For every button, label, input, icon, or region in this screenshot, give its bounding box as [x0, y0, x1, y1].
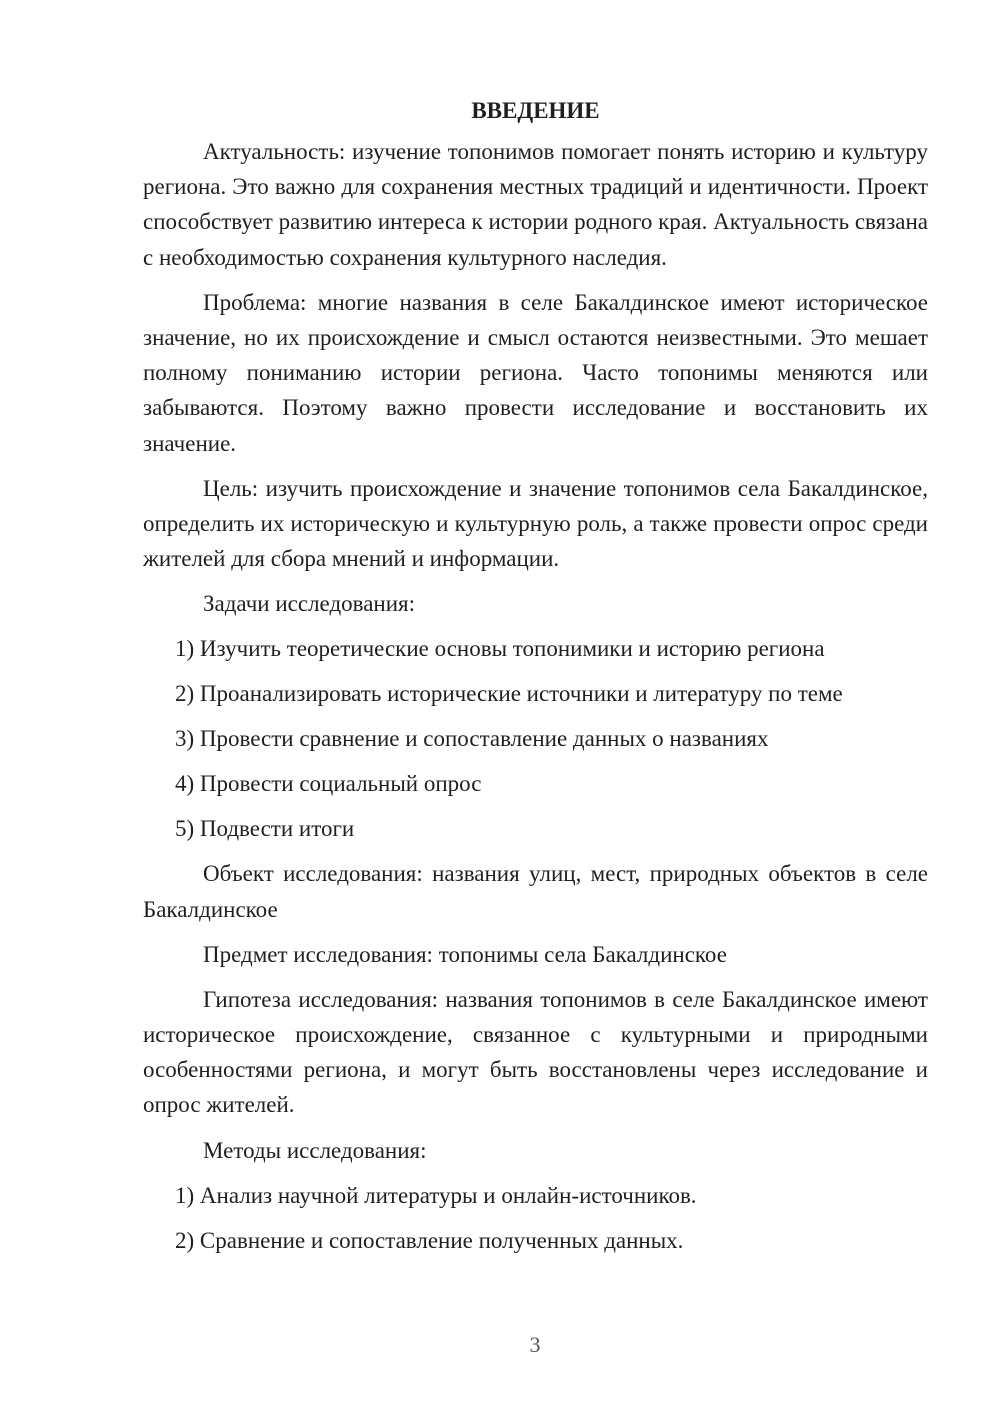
task-item: 4) Провести социальный опрос	[175, 771, 482, 797]
page-number: 3	[529, 1332, 541, 1357]
section-title: ВВЕДЕНИЕ	[471, 98, 600, 123]
object-paragraph: Объект исследования: названия улиц, мест, природных объектов в селе Бакалдинское	[143, 861, 928, 922]
methods-heading: Методы исследования:	[203, 1137, 427, 1163]
task-item: 1) Изучить теоретические основы топонимики и историю региона	[175, 636, 825, 662]
method-item: 1) Анализ научной литературы и онлайн-источников.	[175, 1182, 697, 1208]
task-item: 2) Проанализировать исторические источники и литературу по теме	[175, 681, 843, 707]
task-item: 5) Подвести итоги	[175, 816, 355, 842]
tasks-heading: Задачи исследования:	[203, 591, 416, 617]
task-item: 3) Провести сравнение и сопоставление данных о названиях	[175, 726, 769, 752]
document-page	[143, 96, 928, 1268]
problem-paragraph: Проблема: многие названия в селе Бакалдинское имеют историческое значение, но их происхождение и смысл остаются неизвестными. Это мешает полному пониманию истории региона. Часто топонимы меняются или забываются. Поэтому важно провести исследование и восстановить их значение.	[143, 289, 928, 456]
subject-paragraph: Предмет исследования: топонимы села Бакалдинское	[203, 941, 727, 967]
goal-paragraph: Цель: изучить происхождение и значение топонимов села Бакалдинское, определить их историческую и культурную роль, а также провести опрос среди жителей для сбора мнений и информации.	[143, 475, 928, 572]
relevance-paragraph: Актуальность: изучение топонимов помогает понять историю и культуру региона. Это важно для сохранения местных традиций и идентичности. Проект способствует развитию интереса к истории родного края. Актуальность связана с необходимостью сохранения культурного наследия.	[143, 139, 928, 270]
hypothesis-paragraph: Гипотеза исследования: названия топонимов в селе Бакалдинское имеют историческое происхождение, связанное с культурными и природными особенностями региона, и могут быть восстановлены через исследование и опрос жителей.	[143, 986, 928, 1118]
method-item: 2) Сравнение и сопоставление полученных данных.	[175, 1227, 684, 1253]
